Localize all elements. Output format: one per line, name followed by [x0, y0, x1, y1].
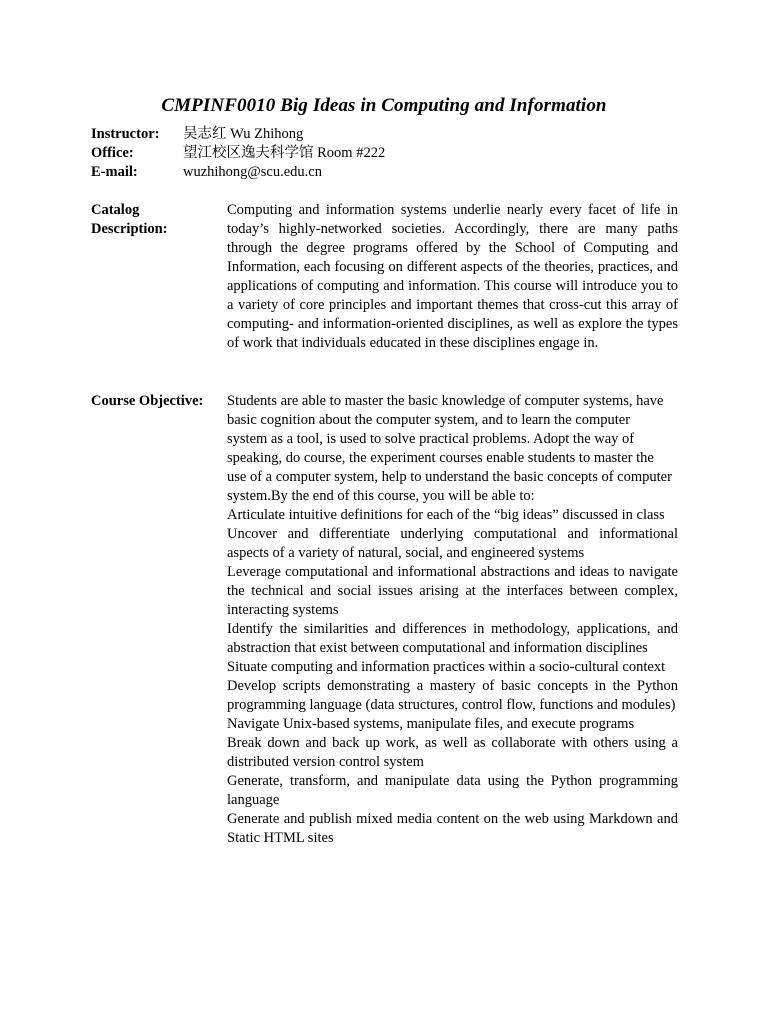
- objective-label: [91, 392, 221, 411]
- objective-intro: Students are able to master the basic knowledge of computer systems, have basic cognition about the computer system, and to learn the computer system as a tool, is used to solve practical problems. Adopt the way of speaking, do course, the experiment courses enable students to master the use of a computer system, help to understand the basic concepts of computer system.By the end of this course, you will be able to:: [227, 393, 672, 504]
- office-value: 望江校区逸夫科学馆 Room #222: [183, 145, 386, 161]
- catalog-label-line2: Description:: [91, 221, 168, 237]
- catalog-label-line1: Catalog: [91, 202, 140, 218]
- email-value: wuzhihong@scu.edu.cn: [183, 164, 322, 180]
- email-label: E-mail:: [91, 164, 138, 180]
- objective-item: Develop scripts demonstrating a mastery of basic concepts in the Python programming language (data structures, control flow, functions and modules): [227, 678, 678, 713]
- instructor-value: 吴志红 Wu Zhihong: [183, 126, 304, 142]
- objective-item: Identify the similarities and differences in methodology, applications, and abstraction that exist between computational and information disciplines: [227, 621, 678, 656]
- objective-item: Articulate intuitive definitions for each of the “big ideas” discussed in class: [227, 507, 665, 523]
- instructor-label: Instructor:: [91, 126, 160, 142]
- catalog-text: Computing and information systems underlie nearly every facet of life in today’s highly-networked societies. Accordingly, there are many paths through the degree programs offered by the School of Computing and Information, each focusing on different aspects of the theories, practices, and applications of computing and information. This course will introduce you to a variety of core principles and important themes that cross-cut this array of computing- and information-oriented disciplines, as well as explore the types of work that individuals educated in these disciplines engage in.: [227, 202, 678, 351]
- objective-item: Generate and publish mixed media content on the web using Markdown and Static HTML sites: [227, 811, 678, 846]
- objective-label-text: Course Objective:: [91, 393, 204, 409]
- office-label: Office:: [91, 145, 134, 161]
- objective-item: Generate, transform, and manipulate data using the Python programming language: [227, 773, 678, 808]
- catalog-label: [91, 201, 221, 239]
- objective-block: [227, 392, 678, 848]
- objective-item: Navigate Unix-based systems, manipulate files, and execute programs: [227, 716, 635, 732]
- catalog-description: [227, 201, 678, 353]
- objective-item: Situate computing and information practices within a socio-cultural context: [227, 659, 666, 675]
- objective-item: Leverage computational and informational abstractions and ideas to navigate the technical and social issues arising at the interfaces between complex, interacting systems: [227, 564, 678, 618]
- objective-item: Break down and back up work, as well as collaborate with others using a distributed version control system: [227, 735, 678, 770]
- objective-item: Uncover and differentiate underlying computational and informational aspects of a variety of natural, social, and engineered systems: [227, 526, 678, 561]
- document-title: CMPINF0010 Big Ideas in Computing and Information: [161, 95, 607, 116]
